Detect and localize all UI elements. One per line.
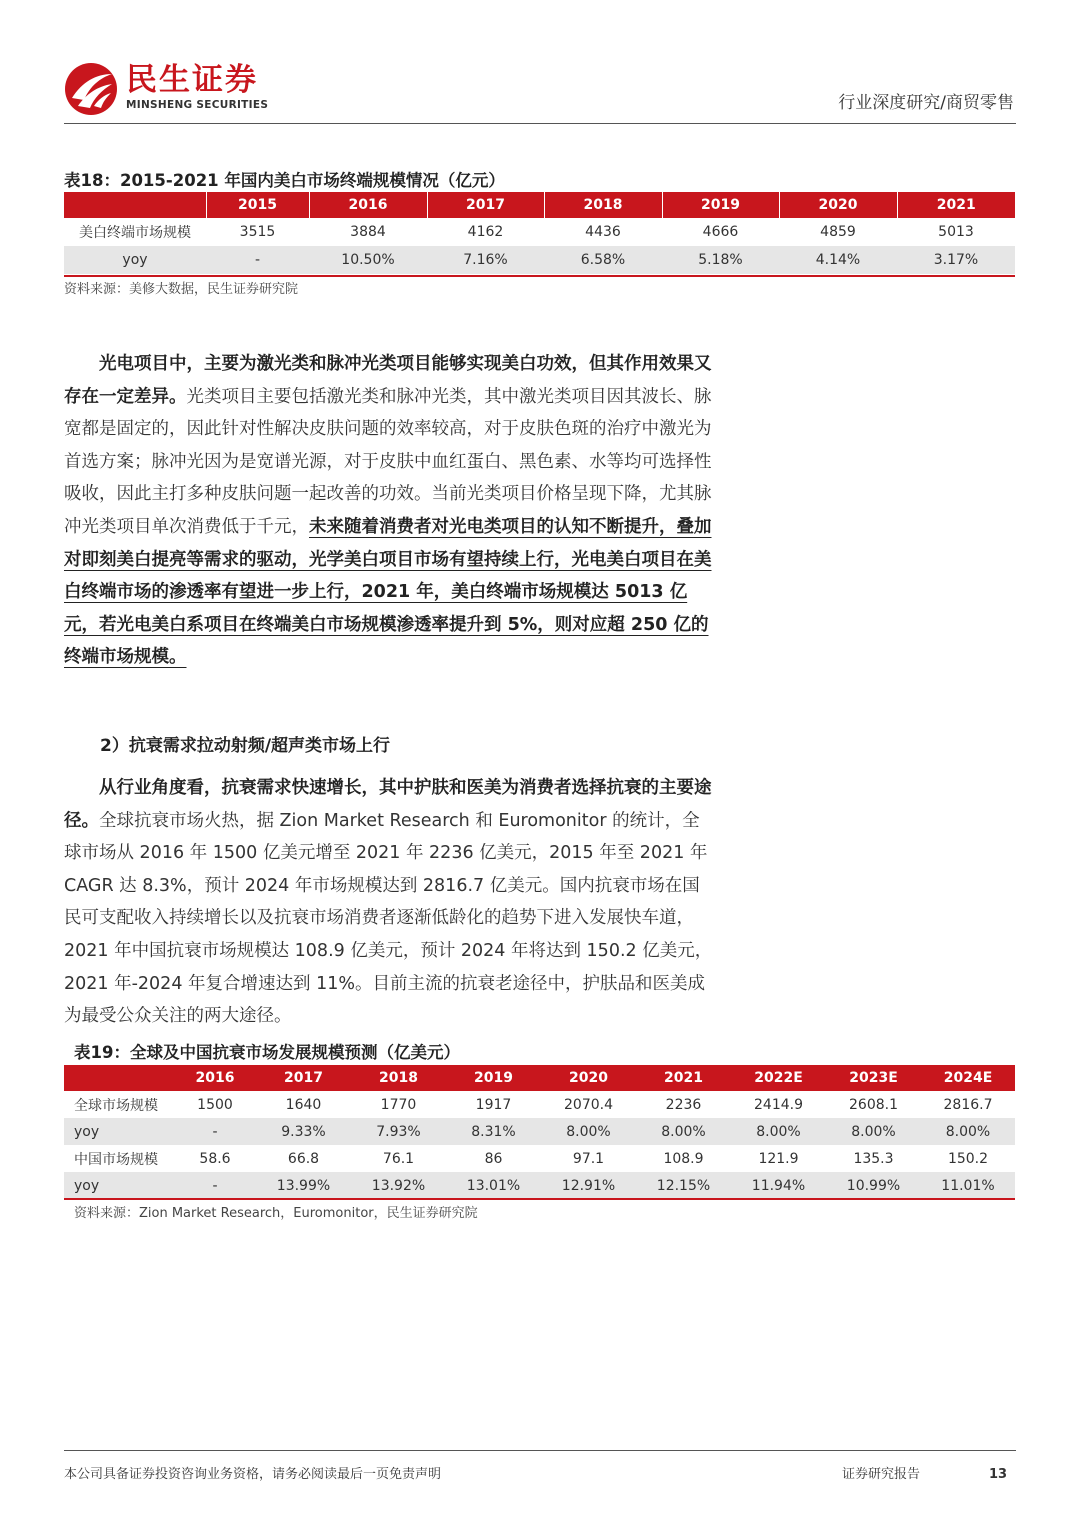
table19 bbox=[64, 1065, 1015, 1199]
table-cell: 8.31% bbox=[446, 1118, 541, 1145]
table18-header-cell: 2020 bbox=[779, 192, 897, 218]
table19-bottom-rule bbox=[64, 1198, 1015, 1200]
table19-header-row bbox=[64, 1065, 1015, 1091]
footer-divider bbox=[64, 1450, 1016, 1451]
table-cell: 4859 bbox=[820, 224, 856, 240]
paragraph-lead: 从行业角度看，抗衰需求快速增长，其中护肤和医美为消费者选择抗衰的主要途径。 bbox=[64, 778, 712, 831]
table-cell: 8.00% bbox=[541, 1118, 636, 1145]
table-cell: 8.00% bbox=[826, 1118, 921, 1145]
table-row bbox=[64, 1091, 1015, 1118]
table-cell: - bbox=[174, 1118, 256, 1145]
header-divider bbox=[64, 123, 1016, 124]
table-row bbox=[64, 1118, 1015, 1145]
table-cell: 97.1 bbox=[572, 1150, 605, 1167]
table-cell: 4436 bbox=[585, 224, 621, 240]
table-cell: 3884 bbox=[350, 224, 386, 240]
table-cell: 美白终端市场规模 bbox=[79, 225, 191, 241]
table18-title: 表18：2015-2021 年国内美白市场终端规模情况（亿元） bbox=[64, 171, 505, 190]
table-cell: yoy bbox=[64, 246, 206, 274]
table-cell: 4.14% bbox=[779, 246, 897, 274]
table19-header-cell: 2023E bbox=[826, 1065, 921, 1091]
table-cell: 2816.7 bbox=[943, 1096, 993, 1113]
table18-header-cell: 2021 bbox=[897, 192, 1015, 218]
table-cell: 11.94% bbox=[731, 1172, 826, 1199]
table18-header-cell: 2018 bbox=[544, 192, 662, 218]
table-cell: 6.58% bbox=[544, 246, 662, 274]
table-cell: 全球市场规模 bbox=[74, 1097, 158, 1114]
footer-report-label: 证券研究报告 bbox=[842, 1467, 921, 1482]
paragraph-emphasis: 未来随着消费者对光电类项目的认知不断提升，叠加对即刻美白提亮等需求的驱动，光学美白项目市场有望持续上行，光电美白项目在美白终端市场的渗透率有望进一步上行，2021 年，美白终端市场规模达 5013 亿元，若光电美白系项目在终端美白市场规模渗透率提升到 5%，则对应超 250 亿的终端市场规模。 bbox=[64, 516, 712, 668]
table19-header-cell bbox=[64, 1065, 174, 1091]
table19-header-cell: 2018 bbox=[351, 1065, 446, 1091]
brand-name-cn: 民生证券 bbox=[126, 62, 258, 98]
table-cell: 4666 bbox=[702, 224, 739, 240]
table-cell: 8.00% bbox=[921, 1118, 1015, 1145]
footer-disclaimer: 本公司具备证券投资咨询业务资格，请务必阅读最后一页免责声明 bbox=[64, 1467, 442, 1482]
table19-header-cell: 2024E bbox=[921, 1065, 1015, 1091]
table18-header-cell: 2016 bbox=[309, 192, 427, 218]
table19-header-cell: 2021 bbox=[636, 1065, 731, 1091]
table-cell: 8.00% bbox=[636, 1118, 731, 1145]
table-cell: 5.18% bbox=[662, 246, 779, 274]
table-row bbox=[64, 218, 1015, 246]
table19-header-cell: 2019 bbox=[446, 1065, 541, 1091]
table-cell: 1640 bbox=[285, 1096, 322, 1113]
table-cell: 中国市场规模 bbox=[74, 1151, 158, 1168]
paragraph-body: 全球抗衰市场火热，据 Zion Market Research 和 Euromonitor 的统计，全球市场从 2016 年 1500 亿美元增至 2021 年 2236 亿美元，2015 年至 2021 年 CAGR 达 8.3%，预计 2024 年市场规模达到 2816.7 亿美元。国内抗衰市场在国民可支配收入持续增长以及抗衰市场消费者逐渐低龄化的趋势下进入发展快车道，2021 年中国抗衰市场规模达 108.9 亿美元，预计 2024 年将达到 150.2 亿美元，2021 年-2024 年复合增速达到 11%。目前主流的抗衰老途径中，护肤品和医美成为最受公众关注的两大途径。 bbox=[64, 810, 713, 1027]
table-cell: - bbox=[206, 246, 309, 274]
table-cell: 1917 bbox=[475, 1096, 512, 1113]
table-cell: 13.99% bbox=[256, 1172, 351, 1199]
table-cell: 10.99% bbox=[826, 1172, 921, 1199]
table18-source: 资料来源：美修大数据，民生证券研究院 bbox=[64, 282, 299, 297]
table18-header-cell: 2019 bbox=[662, 192, 779, 218]
table-cell: 5013 bbox=[938, 224, 974, 240]
table-cell: - bbox=[174, 1172, 256, 1199]
table-cell: 2070.4 bbox=[564, 1096, 613, 1113]
table-cell: 9.33% bbox=[256, 1118, 351, 1145]
table-cell: 11.01% bbox=[921, 1172, 1015, 1199]
table-cell: 10.50% bbox=[309, 246, 427, 274]
table-cell: 150.2 bbox=[947, 1150, 989, 1167]
report-category: 行业深度研究/商贸零售 bbox=[838, 93, 1014, 113]
table18 bbox=[64, 192, 1015, 274]
table-cell: yoy bbox=[64, 1118, 174, 1145]
table-cell: yoy bbox=[64, 1172, 174, 1199]
table18-header-cell: 2015 bbox=[206, 192, 309, 218]
table-row bbox=[64, 1172, 1015, 1199]
table-cell: 108.9 bbox=[663, 1150, 704, 1167]
table-row bbox=[64, 1145, 1015, 1172]
table19-header-cell: 2022E bbox=[731, 1065, 826, 1091]
table-cell: 13.92% bbox=[351, 1172, 446, 1199]
table-cell: 135.3 bbox=[853, 1150, 894, 1167]
paragraph-lead: 光电项目中，主要为激光类和脉冲光类项目能够实现美白功效，但其作用效果又存在一定差异。 bbox=[64, 354, 712, 407]
table19-source: 资料来源：Zion Market Research，Euromonitor，民生证券研究院 bbox=[74, 1206, 478, 1221]
table-cell: 58.6 bbox=[199, 1150, 231, 1167]
table-cell: 2608.1 bbox=[849, 1096, 898, 1113]
table19-header-cell: 2017 bbox=[256, 1065, 351, 1091]
table-cell: 8.00% bbox=[731, 1118, 826, 1145]
table-cell: 3.17% bbox=[897, 246, 1015, 274]
table-cell: 1770 bbox=[380, 1096, 417, 1113]
table-cell: 2236 bbox=[665, 1096, 702, 1113]
table-cell: 7.93% bbox=[351, 1118, 446, 1145]
table18-header-cell: 2017 bbox=[427, 192, 544, 218]
paragraph-antiaging bbox=[64, 772, 714, 1033]
table-cell: 66.8 bbox=[287, 1150, 320, 1167]
table19-title: 表19：全球及中国抗衰市场发展规模预测（亿美元） bbox=[74, 1043, 460, 1062]
page-number: 13 bbox=[989, 1467, 1008, 1482]
table19-header-cell: 2020 bbox=[541, 1065, 636, 1091]
table-cell: 13.01% bbox=[446, 1172, 541, 1199]
table-row bbox=[64, 246, 1015, 274]
paragraph-body: 光类项目主要包括激光类和脉冲光类，其中激光类项目因其波长、脉宽都是固定的，因此针对性解决皮肤问题的效率较高，对于皮肤色斑的治疗中激光为首选方案；脉冲光因为是宽谱光源，对于皮肤中血红蛋白、黑色素、水等均可选择性吸收，因此主打多种皮肤问题一起改善的功效。当前光类项目价格呈现下降，尤其脉冲光类项目单次消费低于千元， bbox=[64, 386, 712, 537]
table-cell: 7.16% bbox=[427, 246, 544, 274]
table-cell: 76.1 bbox=[382, 1150, 415, 1167]
table-cell: 12.91% bbox=[541, 1172, 636, 1199]
table-cell: 1500 bbox=[197, 1096, 233, 1113]
table18-header-cell bbox=[64, 192, 206, 218]
section-heading: 2）抗衰需求拉动射频/超声类市场上行 bbox=[100, 736, 391, 756]
table-cell: 12.15% bbox=[636, 1172, 731, 1199]
table-cell: 4162 bbox=[467, 224, 504, 240]
table19-header-cell: 2016 bbox=[174, 1065, 256, 1091]
table18-bottom-rule bbox=[64, 275, 1015, 277]
table-cell: 3515 bbox=[239, 224, 276, 240]
minsheng-logo-icon bbox=[64, 62, 118, 116]
table-cell: 121.9 bbox=[758, 1150, 799, 1167]
table-cell: 2414.9 bbox=[754, 1096, 803, 1113]
table-cell: 86 bbox=[484, 1150, 503, 1167]
table18-header-row bbox=[64, 192, 1015, 218]
brand-name-en: MINSHENG SECURITIES bbox=[126, 99, 269, 111]
paragraph-photoelectric bbox=[64, 348, 714, 674]
